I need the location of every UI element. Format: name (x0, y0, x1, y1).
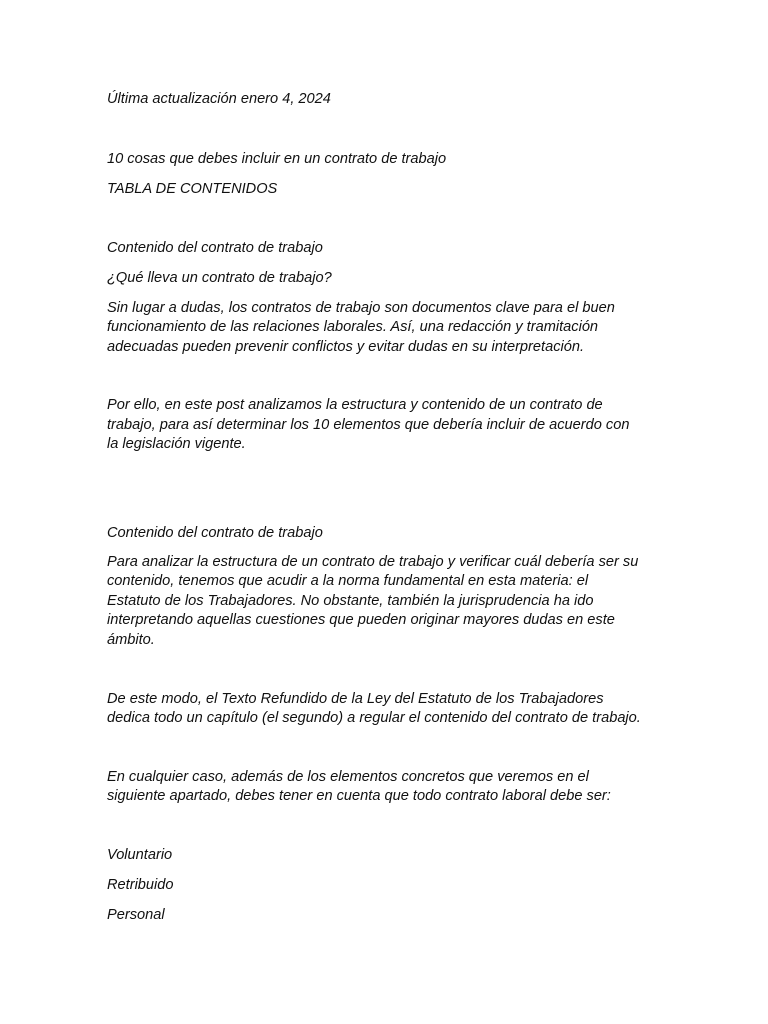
purpose-line: trabajo, para así determinar los 10 elementos que debería incluir de acuerdo con (107, 417, 630, 433)
toc-heading: TABLA DE CONTENIDOS (107, 181, 278, 197)
last-updated: Última actualización enero 4, 2024 (107, 91, 331, 107)
document-title: 10 cosas que debes incluir en un contrato de trabajo (107, 151, 447, 167)
question-heading: ¿Qué lleva un contrato de trabajo? (107, 270, 332, 286)
analysis-line: Para analizar la estructura de un contrato de trabajo y verificar cuál debería ser su (107, 554, 639, 570)
intro-line: Sin lugar a dudas, los contratos de trabajo son documentos clave para el buen (107, 300, 615, 316)
law-line: dedica todo un capítulo (el segundo) a regular el contenido del contrato de trabajo. (107, 710, 641, 726)
section-heading: Contenido del contrato de trabajo (107, 525, 323, 541)
analysis-line: Estatuto de los Trabajadores. No obstante, también la jurisprudencia ha ido (107, 593, 594, 609)
purpose-line: Por ello, en este post analizamos la estructura y contenido de un contrato de (107, 397, 603, 413)
analysis-line: interpretando aquellas cuestiones que pueden originar mayores dudas en este (107, 612, 615, 628)
list-item-retribuido: Retribuido (107, 877, 174, 893)
analysis-line: ámbito. (107, 632, 155, 648)
intro-line: adecuadas pueden prevenir conflictos y evitar dudas en su interpretación. (107, 339, 585, 355)
list-item-personal: Personal (107, 907, 165, 923)
law-line: De este modo, el Texto Refundido de la Ley del Estatuto de los Trabajadores (107, 691, 604, 707)
intro-line: funcionamiento de las relaciones laborales. Así, una redacción y tramitación (107, 319, 599, 335)
requirements-line: siguiente apartado, debes tener en cuenta que todo contrato laboral debe ser: (107, 788, 611, 804)
list-item-voluntario: Voluntario (107, 847, 173, 863)
requirements-line: En cualquier caso, además de los elementos concretos que veremos en el (107, 769, 589, 785)
purpose-line: la legislación vigente. (107, 436, 246, 452)
analysis-line: contenido, tenemos que acudir a la norma fundamental en esta materia: el (107, 573, 589, 589)
toc-item-contenido: Contenido del contrato de trabajo (107, 240, 323, 256)
